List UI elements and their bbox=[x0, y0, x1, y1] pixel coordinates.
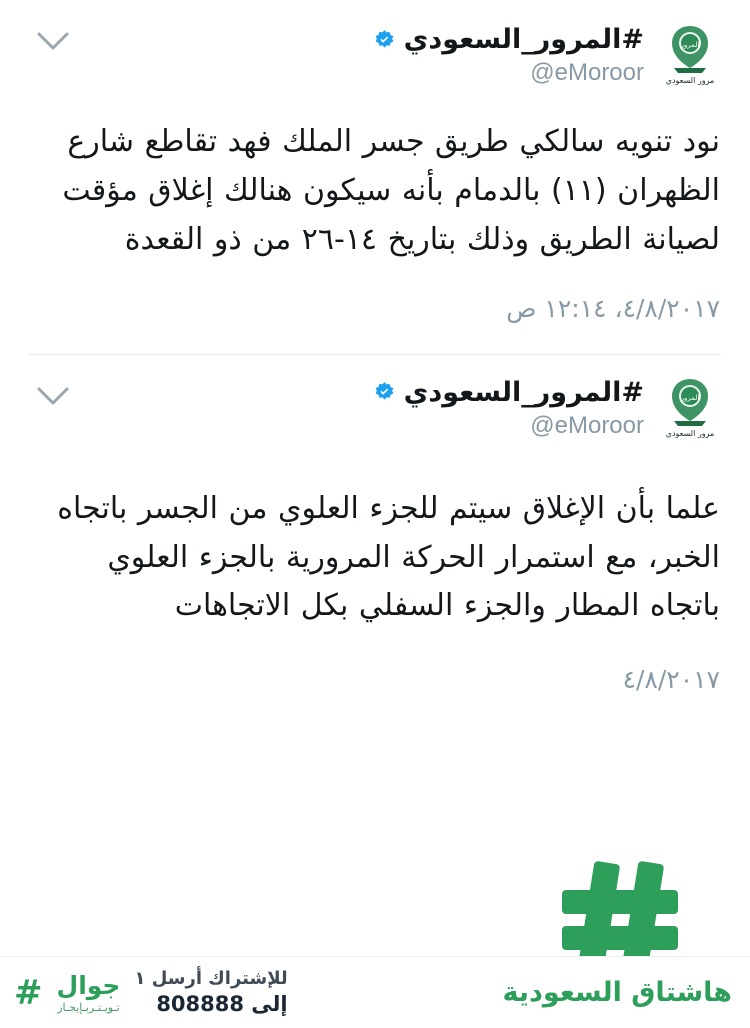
tweet-text: علما بأن الإغلاق سيتم للجزء العلوي من الجسر باتجاه الخبر، مع استمرار الحركة المرورية بالجزء العلوي باتجاه المطار والجزء السفلي بكل الاتجاهات bbox=[57, 491, 720, 624]
sponsor-text bbox=[134, 968, 287, 1017]
sponsor-line-2: إلى 808888 bbox=[156, 991, 288, 1016]
sponsor-logo-tagline: تـويـتـربـإيجـاز bbox=[57, 1001, 120, 1014]
hash-icon: # bbox=[14, 972, 43, 1013]
chevron-down-icon[interactable] bbox=[36, 385, 70, 407]
svg-text:مرور السعودي: مرور السعودي bbox=[665, 428, 715, 438]
sponsor-logo-word: جوال bbox=[56, 971, 121, 1000]
avatar[interactable] bbox=[658, 375, 722, 439]
display-name: #المرور_السعودي bbox=[403, 376, 644, 408]
tweet-header bbox=[28, 355, 722, 441]
tweet-card[interactable] bbox=[0, 355, 750, 699]
svg-text:المرور: المرور bbox=[680, 393, 700, 402]
hashtag-brand-label: هاشتاق السعودية bbox=[502, 977, 732, 1008]
sponsor-logo bbox=[57, 971, 121, 1014]
name-row bbox=[28, 377, 644, 409]
sponsor-line-1: للإشتراك أرسل ١ bbox=[134, 968, 288, 990]
verified-badge-icon bbox=[373, 29, 396, 52]
footer-bar bbox=[0, 956, 750, 1028]
tweet-timestamp[interactable]: ٤/٨/٢٠١٧، ١٢:١٤ ص bbox=[506, 294, 720, 324]
tweet-header bbox=[28, 0, 722, 88]
author-block bbox=[28, 375, 644, 441]
author-block bbox=[28, 22, 644, 88]
verified-badge-icon bbox=[373, 381, 396, 404]
chevron-down-icon[interactable] bbox=[36, 30, 70, 52]
svg-text:مرور السعودي: مرور السعودي bbox=[665, 76, 715, 85]
handle[interactable]: @eMoroor bbox=[530, 412, 644, 440]
handle[interactable]: @eMoroor bbox=[530, 59, 644, 87]
name-row bbox=[28, 24, 644, 56]
tweet-timestamp[interactable]: ٤/٨/٢٠١٧ bbox=[622, 664, 720, 694]
tweet-card[interactable] bbox=[0, 0, 750, 355]
svg-text:المرور: المرور bbox=[680, 41, 700, 49]
tweet-text: نود تنويه سالكي طريق جسر الملك فهد تقاطع شارع الظهران (١١) بالدمام بأنه سيكون هنالك إغلاق مؤقت لصيانة الطريق وذلك بتاريخ ١٤-٢٦ من ذو القعدة bbox=[62, 124, 720, 257]
display-name: #المرور_السعودي bbox=[403, 24, 644, 55]
sponsor-block[interactable] bbox=[14, 968, 288, 1017]
hashtag-brand[interactable] bbox=[502, 977, 732, 1008]
avatar[interactable] bbox=[658, 22, 722, 86]
